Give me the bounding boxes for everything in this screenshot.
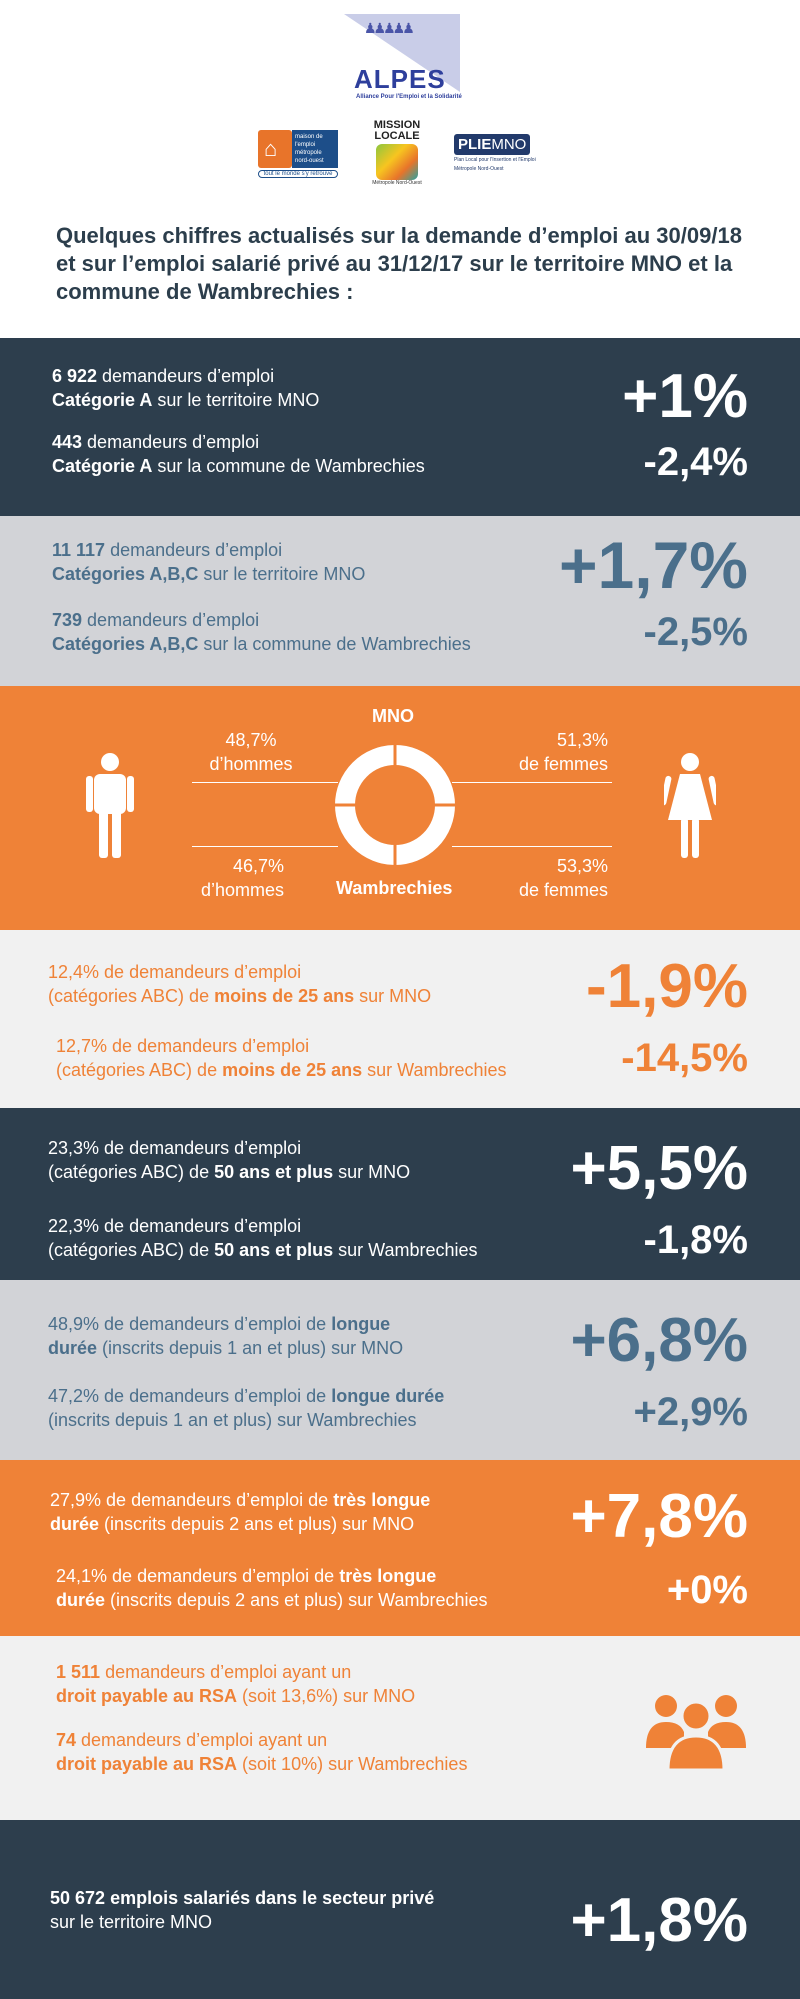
variation-mno: +6,8% (570, 1306, 748, 1375)
variation-mno: +1,8% (570, 1886, 748, 1955)
connector-line (452, 782, 612, 783)
variation-mno: +1% (622, 362, 748, 431)
wambrechies-men-stat: 46,7% d’hommes (200, 856, 284, 900)
variation-mno: +5,5% (570, 1134, 748, 1203)
variation-wambrechies: +2,9% (633, 1390, 748, 1434)
intro-heading: Quelques chiffres actualisés sur la demande d’emploi au 30/09/18 et sur l’emploi salarié privé au 31/12/17 sur le territoire MNO et la commune de Wambrechies : (56, 223, 742, 304)
variation-wambrechies: -14,5% (621, 1036, 748, 1080)
block-categorie-a: 6 922 demandeurs d’emploi Catégorie A sur le territoire MNO 443 demandeurs d’emploi Catégorie A sur la commune de Wambrechies +1% -2,4% (0, 338, 800, 516)
mno-women-stat: 51,3% de femmes (518, 730, 608, 774)
gender-donut-chart (333, 743, 457, 867)
variation-mno: -1,9% (586, 952, 748, 1021)
house-icon: ⌂ (264, 136, 278, 161)
alpes-logo: ♟♟♟♟♟ ALPES Alliance Pour l'Emploi et la Solidarité (344, 14, 460, 106)
variation-mno: +7,8% (570, 1482, 748, 1551)
block-categories-abc: 11 117 demandeurs d’emploi Catégories A,B,C sur le territoire MNO 739 demandeurs d’emploi Catégories A,B,C sur la commune de Wambrechies +1,7% -2,5% (0, 516, 800, 686)
group-icon (644, 1686, 748, 1770)
wambrechies-label: Wambrechies (336, 878, 453, 898)
connector-line (192, 782, 338, 783)
block-tres-longue-duree: 27,9% de demandeurs d’emploi de très longue durée (inscrits depuis 2 ans et plus) sur MNO 24,1% de demandeurs d’emploi de très longue durée (inscrits depuis 2 ans et plus) sur Wambrechies +7,8% +0% (0, 1460, 800, 1636)
variation-wambrechies: -2,4% (643, 440, 748, 484)
man-icon (86, 752, 134, 860)
connector-line (452, 846, 612, 847)
wambrechies-women-stat: 53,3% de femmes (518, 856, 608, 900)
mission-locale-emblem-icon (376, 144, 418, 180)
mno-label: MNO (372, 706, 414, 726)
maison-emploi-logo: ⌂ maison de l'emploi métropole nord-ouest tout le monde s'y retrouve (258, 130, 338, 178)
variation-mno: +1,7% (559, 528, 748, 602)
woman-icon (664, 752, 716, 860)
block-50-ans-et-plus: 23,3% de demandeurs d’emploi (catégories ABC) de 50 ans et plus sur MNO 22,3% de demandeurs d’emploi (catégories ABC) de 50 ans et plus sur Wambrechies +5,5% -1,8% (0, 1108, 800, 1280)
mno-men-stat: 48,7% d’hommes (209, 730, 293, 774)
mission-locale-logo: MISSION LOCALE Métropole Nord-Ouest (372, 119, 422, 186)
variation-wambrechies: -1,8% (643, 1218, 748, 1262)
plie-mno-logo: PLIEMNO Plan Local pour l'Insertion et l'Emploi Métropole Nord-Ouest (454, 136, 536, 172)
connector-line (192, 846, 338, 847)
block-rsa: 1 511 demandeurs d’emploi ayant un droit payable au RSA (soit 13,6%) sur MNO 74 demandeurs d’emploi ayant un droit payable au RSA (soit 10%) sur Wambrechies (0, 1636, 800, 1820)
block-gender (0, 686, 800, 930)
people-icon: ♟♟♟♟♟ (364, 20, 412, 36)
block-moins-25-ans: 12,4% de demandeurs d’emploi (catégories ABC) de moins de 25 ans sur MNO 12,7% de demandeurs d’emploi (catégories ABC) de moins de 25 ans sur Wambrechies -1,9% -14,5% (0, 930, 800, 1108)
block-longue-duree: 48,9% de demandeurs d’emploi de longue durée (inscrits depuis 1 an et plus) sur MNO 47,2% de demandeurs d’emploi de longue durée (inscrits depuis 1 an et plus) sur Wambrechies +6,8% +2,9% (0, 1280, 800, 1460)
block-emplois-salaries: 50 672 emplois salariés dans le secteur privé sur le territoire MNO +1,8% (0, 1820, 800, 1999)
header (0, 0, 800, 338)
partner-logos (0, 120, 800, 190)
variation-wambrechies: +0% (666, 1568, 748, 1612)
variation-wambrechies: -2,5% (643, 610, 748, 654)
